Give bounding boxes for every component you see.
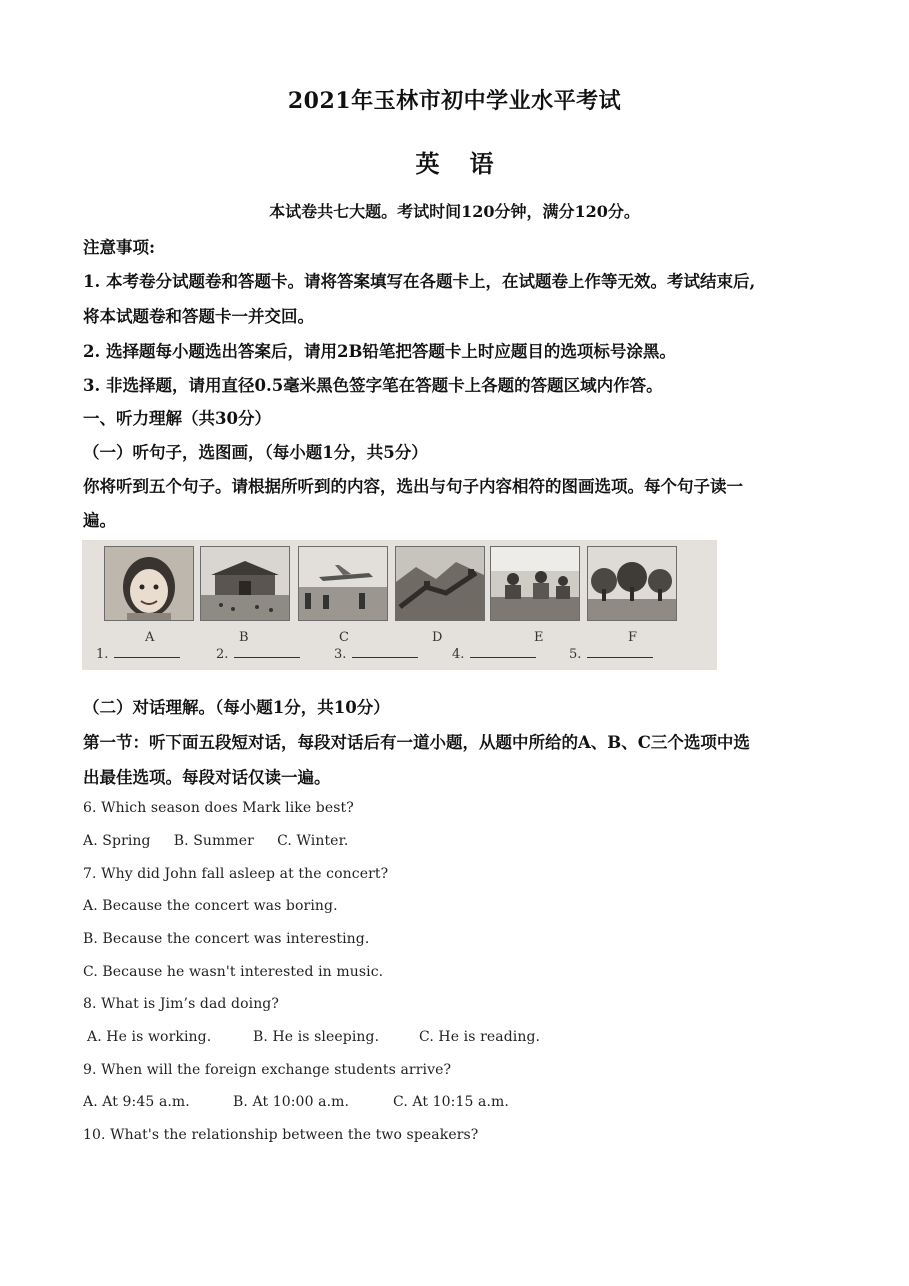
q6-option-c: C. Winter. — [277, 833, 349, 849]
section1-instruction-line-2: 遍。 — [83, 511, 116, 530]
answer-blank-line — [470, 647, 536, 658]
section2-instruction-line-2: 出最佳选项。每段对话仅读一遍。 — [83, 768, 331, 787]
answer-blank-number: 4. — [452, 647, 465, 662]
picture-c-airport — [298, 546, 388, 621]
section2-heading: （二）对话理解。（每小题1分，共10分） — [83, 698, 390, 717]
exam-subject: 英语 — [415, 149, 524, 178]
note-item-1-line-2: 将本试题卷和答题卡一并交回。 — [83, 307, 314, 326]
question-9: 9. When will the foreign exchange students arrive? — [83, 1062, 452, 1078]
picture-d-great-wall — [395, 546, 485, 621]
exam-info: 本试卷共七大题。考试时间120分钟，满分120分。 — [269, 202, 640, 221]
notes-heading: 注意事项: — [83, 238, 156, 257]
answer-blank-line — [234, 647, 300, 658]
answer-blank-2 — [216, 647, 300, 662]
q9-option-a: A. At 9:45 a.m. — [83, 1094, 190, 1110]
q6-option-b: B. Summer — [173, 833, 254, 849]
picture-e-people — [490, 546, 580, 621]
note-item-2: 2. 选择题每小题选出答案后，请用2B铅笔把答题卡上时应题目的选项标号涂黑。 — [83, 342, 676, 361]
q6-option-a: A. Spring — [83, 833, 151, 849]
picture-label-c: C — [339, 630, 349, 645]
question-7: 7. Why did John fall asleep at the concert? — [83, 866, 389, 882]
picture-f-trees — [587, 546, 677, 621]
picture-label-b: B — [239, 630, 249, 645]
question-6: 6. Which season does Mark like best? — [83, 800, 354, 816]
answer-blank-line — [587, 647, 653, 658]
q9-option-b: B. At 10:00 a.m. — [233, 1094, 350, 1110]
question-8-options — [87, 1029, 540, 1045]
answer-blank-number: 5. — [569, 647, 582, 662]
answer-blank-1 — [96, 647, 180, 662]
section1-instruction-line-1: 你将听到五个句子。请根据所听到的内容，选出与句子内容相符的图画选项。每个句子读一 — [83, 477, 743, 496]
answer-blank-number: 1. — [96, 647, 109, 662]
section1-heading: （一）听句子，选图画，（每小题1分，共5分） — [83, 443, 428, 462]
q8-option-c: C. He is reading. — [419, 1029, 541, 1045]
q7-option-b: B. Because the concert was interesting. — [83, 931, 370, 947]
picture-b-gate — [200, 546, 290, 621]
q8-option-b: B. He is sleeping. — [253, 1029, 380, 1045]
section2-instruction-line-1: 第一节：听下面五段短对话，每段对话后有一道小题，从题中所给的A、B、C三个选项中选 — [83, 733, 750, 752]
picture-a-girl — [104, 546, 194, 621]
picture-label-d: D — [432, 630, 443, 645]
picture-label-f: F — [628, 630, 638, 645]
q7-option-c: C. Because he wasn't interested in music. — [83, 964, 384, 980]
answer-blank-line — [352, 647, 418, 658]
q7-option-a: A. Because the concert was boring. — [83, 898, 338, 914]
note-item-3: 3. 非选择题，请用直径0.5毫米黑色签字笔在答题卡上各题的答题区域内作答。 — [83, 376, 663, 395]
part1-heading: 一、听力理解（共30分） — [83, 409, 271, 428]
picture-label-a: A — [145, 630, 155, 645]
question-8: 8. What is Jim’s dad doing? — [83, 996, 279, 1012]
answer-blank-line — [114, 647, 180, 658]
answer-blank-4 — [452, 647, 536, 662]
answer-blank-5 — [569, 647, 653, 662]
note-item-1-line-1: 1. 本考卷分试题卷和答题卡。请将答案填写在各题卡上，在试题卷上作等无效。考试结束后, — [83, 272, 756, 291]
answer-blank-number: 2. — [216, 647, 229, 662]
q9-option-c: C. At 10:15 a.m. — [393, 1094, 509, 1110]
q8-option-a: A. He is working. — [87, 1029, 212, 1045]
exam-title: 2021年玉林市初中学业水平考试 — [287, 88, 622, 114]
question-6-options — [83, 833, 348, 849]
question-9-options — [83, 1094, 509, 1110]
answer-blank-3 — [334, 647, 418, 662]
question-10: 10. What's the relationship between the two speakers? — [83, 1127, 479, 1143]
picture-options-strip — [82, 540, 717, 670]
picture-label-e: E — [534, 630, 544, 645]
answer-blank-number: 3. — [334, 647, 347, 662]
